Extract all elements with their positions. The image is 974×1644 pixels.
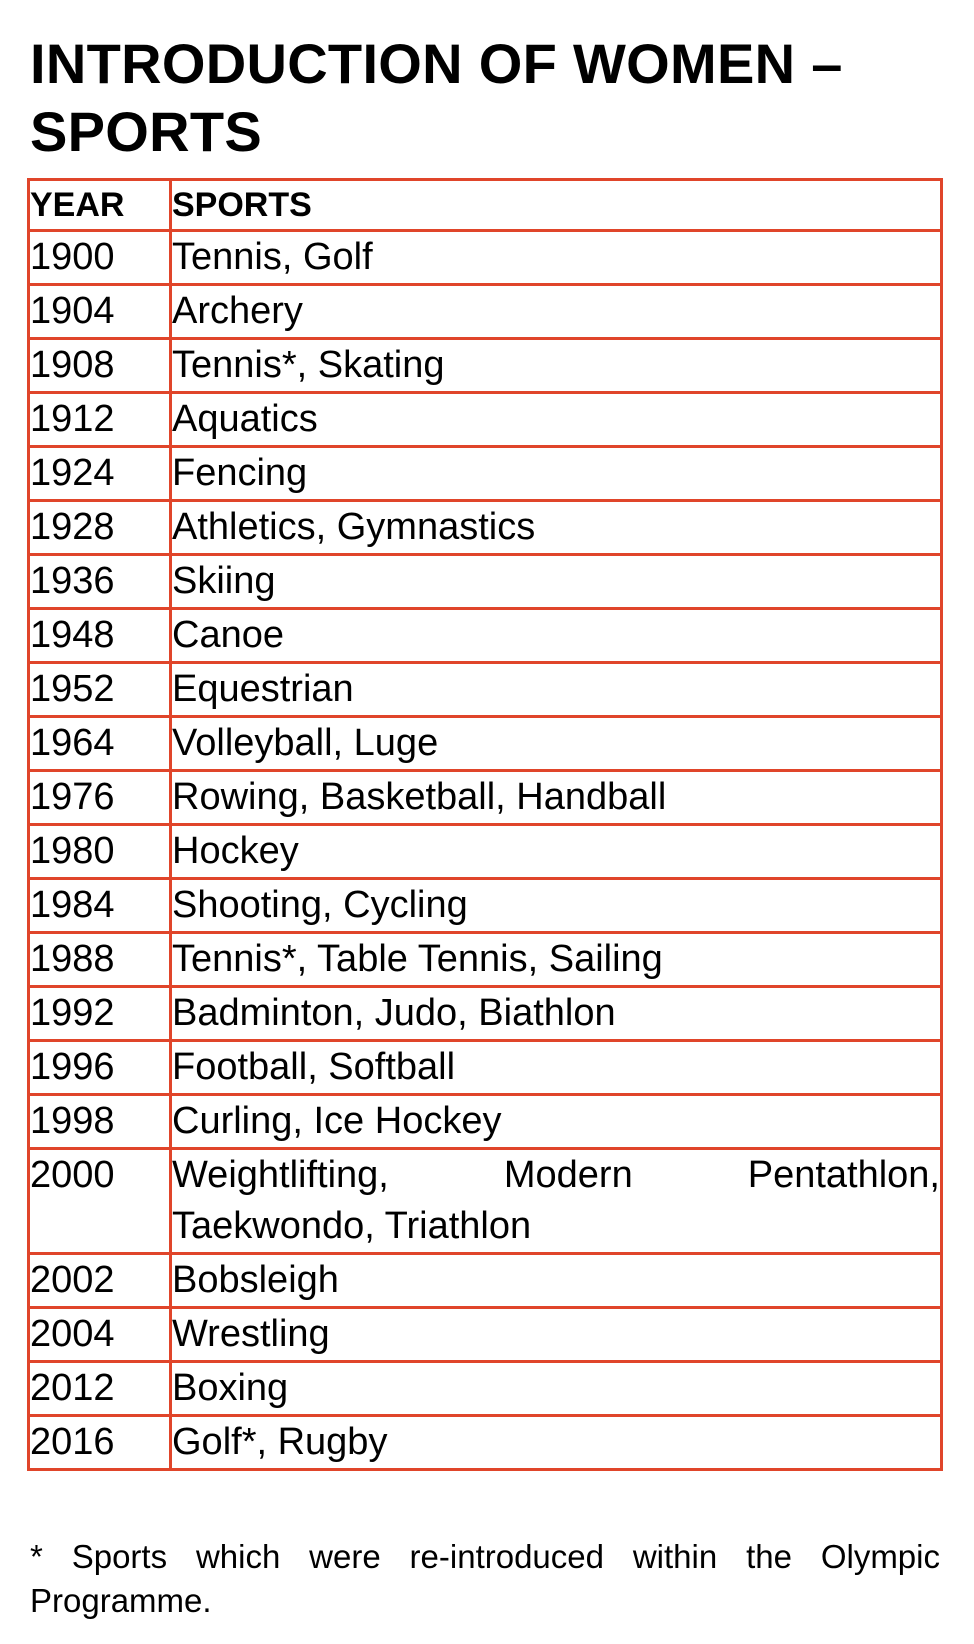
sports-cell: Weightlifting, Modern Pentathlon, Taekwondo, Triathlon (171, 1149, 942, 1254)
year-cell: 1976 (29, 771, 171, 825)
table-row (29, 285, 942, 339)
sports-cell: Golf*, Rugby (171, 1416, 942, 1470)
footnote: * Sports which were re-introduced within the Olympic Programme. (30, 1538, 940, 1619)
table-row (29, 933, 942, 987)
year-cell: 2000 (29, 1149, 171, 1254)
table-row (29, 555, 942, 609)
table-row (29, 717, 942, 771)
sports-table-container (27, 178, 943, 1471)
year-cell: 1980 (29, 825, 171, 879)
year-cell: 1964 (29, 717, 171, 771)
table-row (29, 825, 942, 879)
year-cell: 1996 (29, 1041, 171, 1095)
sports-cell: Wrestling (171, 1308, 942, 1362)
sports-cell: Equestrian (171, 663, 942, 717)
table-row (29, 1095, 942, 1149)
sports-cell: Aquatics (171, 393, 942, 447)
year-cell: 1904 (29, 285, 171, 339)
year-cell: 2004 (29, 1308, 171, 1362)
sports-cell: Athletics, Gymnastics (171, 501, 942, 555)
sports-cell: Boxing (171, 1362, 942, 1416)
page-title: INTRODUCTION OF WOMEN – SPORTS (30, 32, 843, 163)
year-cell: 2016 (29, 1416, 171, 1470)
table-row (29, 339, 942, 393)
table-row (29, 987, 942, 1041)
sports-cell: Tennis*, Table Tennis, Sailing (171, 933, 942, 987)
sports-cell: Archery (171, 285, 942, 339)
table-row (29, 879, 942, 933)
year-cell: 1924 (29, 447, 171, 501)
table-row (29, 1041, 942, 1095)
year-cell: 1988 (29, 933, 171, 987)
year-cell: 1948 (29, 609, 171, 663)
sports-table (27, 178, 943, 1471)
table-header-row (29, 180, 942, 231)
year-cell: 2002 (29, 1254, 171, 1308)
table-row (29, 501, 942, 555)
sports-cell: Tennis*, Skating (171, 339, 942, 393)
year-cell: 1992 (29, 987, 171, 1041)
year-cell: 1900 (29, 231, 171, 285)
sports-cell: Bobsleigh (171, 1254, 942, 1308)
sports-cell: Football, Softball (171, 1041, 942, 1095)
table-row (29, 231, 942, 285)
year-cell: 1908 (29, 339, 171, 393)
table-row (29, 393, 942, 447)
table-row (29, 609, 942, 663)
sports-cell: Curling, Ice Hockey (171, 1095, 942, 1149)
sports-cell: Tennis, Golf (171, 231, 942, 285)
table-row (29, 1308, 942, 1362)
table-row (29, 1149, 942, 1254)
year-cell: 1952 (29, 663, 171, 717)
table-row (29, 1362, 942, 1416)
year-cell: 1984 (29, 879, 171, 933)
sports-cell: Badminton, Judo, Biathlon (171, 987, 942, 1041)
year-cell: 1936 (29, 555, 171, 609)
year-cell: 1912 (29, 393, 171, 447)
header-year: YEAR (29, 180, 171, 231)
sports-cell: Rowing, Basketball, Handball (171, 771, 942, 825)
table-row (29, 447, 942, 501)
table-row (29, 1416, 942, 1470)
sports-cell: Hockey (171, 825, 942, 879)
year-cell: 2012 (29, 1362, 171, 1416)
sports-cell: Fencing (171, 447, 942, 501)
year-cell: 1998 (29, 1095, 171, 1149)
sports-cell: Shooting, Cycling (171, 879, 942, 933)
table-row (29, 771, 942, 825)
sports-cell: Canoe (171, 609, 942, 663)
table-row (29, 663, 942, 717)
year-cell: 1928 (29, 501, 171, 555)
sports-cell: Skiing (171, 555, 942, 609)
sports-cell: Volleyball, Luge (171, 717, 942, 771)
table-row (29, 1254, 942, 1308)
header-sports: SPORTS (171, 180, 942, 231)
